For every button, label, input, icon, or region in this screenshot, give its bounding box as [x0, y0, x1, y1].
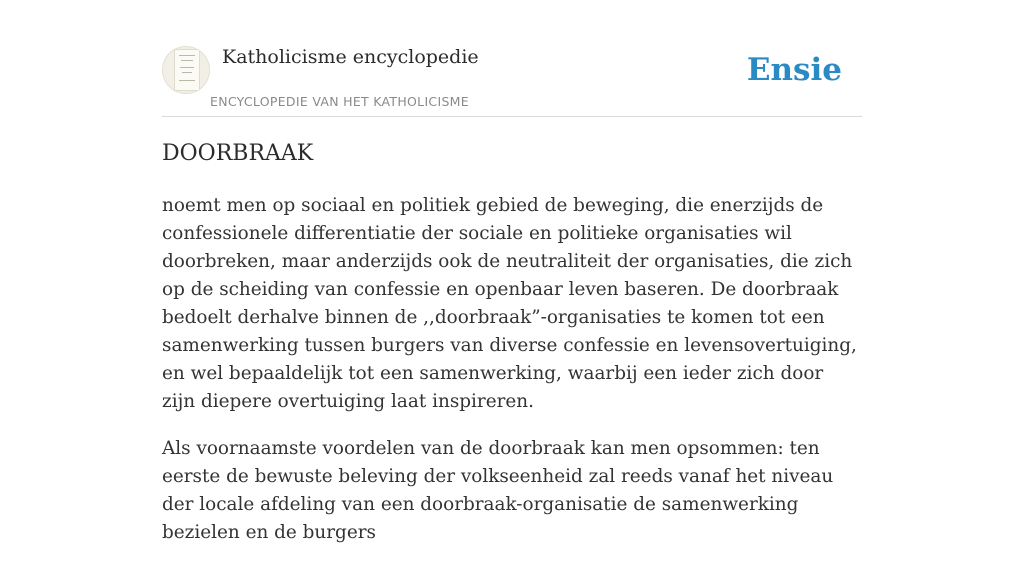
book-cover-icon[interactable]	[162, 46, 210, 94]
site-subtitle: ENCYCLOPEDIE VAN HET KATHOLICISME	[210, 94, 469, 109]
brand-logo-link[interactable]: Ensie	[746, 52, 842, 88]
entry-title: DOORBRAAK	[162, 141, 314, 166]
site-title[interactable]: Katholicisme encyclopedie	[222, 46, 479, 68]
entry-paragraph: Als voornaamste voordelen van de doorbraak kan men opsommen: ten eerste de bewuste beleving der volkseenheid zal reeds vanaf het niveau der locale afdeling van een doorbraak-organisatie de samenwerking bezielen en de burgers	[162, 438, 834, 543]
entry-paragraph: noemt men op sociaal en politiek gebied de beweging, die enerzijds de confessionele differentiatie der sociale en politieke organisaties wil doorbreken, maar anderzijds ook de neutraliteit der organisaties, die zich op de scheiding van confessie en openbaar leven baseren. De doorbraak bedoelt derhalve binnen de ,,doorbraak”-organisaties te komen tot een samenwerking tussen burgers van diverse confessie en levensovertuiging, en wel bepaaldelijk tot een samenwerking, waarbij een ieder zich door zijn diepere overtuiging laat inspireren.	[162, 195, 857, 412]
site-header	[162, 0, 862, 117]
page-container	[162, 0, 862, 543]
entry-content	[162, 192, 862, 566]
logo-page	[174, 49, 200, 91]
